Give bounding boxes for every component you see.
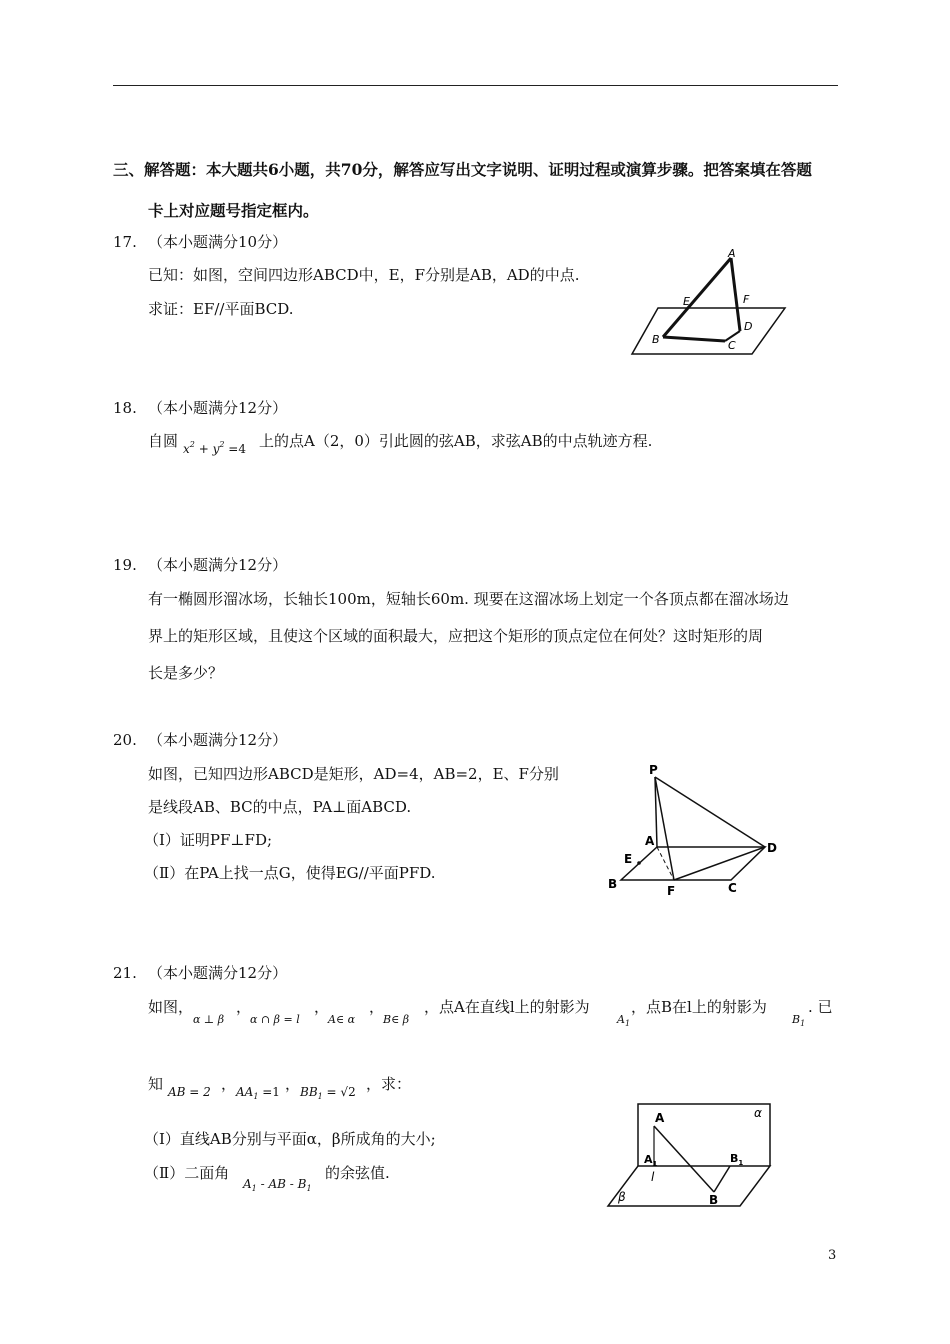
label-e: E <box>683 295 690 308</box>
q18-score: （本小题满分12分） <box>148 399 288 417</box>
segment-fd <box>674 847 765 880</box>
label-beta: β <box>618 1190 626 1204</box>
label-l: l <box>651 1170 655 1184</box>
edge-bc <box>663 337 725 341</box>
q21-math-b1: $B_1$ <box>792 1013 806 1028</box>
q21-l1-pre: 如图， <box>148 998 194 1016</box>
q21-math-dihedral: $A_1$ - AB - $B_1$ <box>243 1177 312 1193</box>
edge-ad <box>731 258 740 331</box>
q21-number: 21. <box>113 964 137 982</box>
q18-post: 上的点A（2，0）引此圆的弦AB，求弦AB的中点轨迹方程. <box>259 432 653 450</box>
segment-ab <box>654 1126 714 1192</box>
q21-l2-pre: 知 <box>148 1075 164 1093</box>
q18-circle-formula: $x^2 + y^2 =4$ <box>183 440 246 456</box>
label-c: C <box>728 881 737 895</box>
label-b: B <box>608 877 618 891</box>
q17-prove: 求证：EF//平面BCD. <box>148 300 294 318</box>
comma: ， <box>221 1075 237 1093</box>
q21-math-aa1: $AA_1 =1$ <box>236 1085 280 1101</box>
edge-ab <box>663 258 731 337</box>
q21-part1: （Ⅰ）直线AB分别与平面α，β所成角的大小; <box>144 1130 436 1148</box>
label-a: A <box>728 247 736 260</box>
q19-line2: 界上的矩形区域，且使这个区域的面积最大，应把这个矩形的顶点定位在何处？这时矩形的周 <box>148 627 764 645</box>
rectangle-abcd <box>621 847 765 880</box>
label-f: F <box>743 293 750 306</box>
point-e <box>637 861 641 865</box>
edge-pf <box>655 777 674 880</box>
q19-line3: 长是多少？ <box>148 664 224 682</box>
q21-part2-post: 的余弦值. <box>325 1164 390 1182</box>
q20-figure <box>605 763 785 898</box>
plane-beta <box>608 1166 770 1206</box>
q19-score: （本小题满分12分） <box>148 556 288 574</box>
plane-bcd <box>632 308 785 354</box>
q21-math-intersect: α ∩ β = l <box>250 1013 300 1026</box>
header-rule <box>113 85 838 86</box>
label-d: D <box>767 841 777 855</box>
q21-math-ab: AB = 2 <box>168 1085 211 1099</box>
q17-score: （本小题满分10分） <box>148 233 288 251</box>
comma: ， <box>285 1075 301 1093</box>
q20-part1: （Ⅰ）证明PF⊥FD; <box>144 831 273 849</box>
q17-number: 17. <box>113 233 137 251</box>
label-b: B <box>652 333 660 346</box>
comma: ， <box>236 998 252 1016</box>
q20-number: 20. <box>113 731 137 749</box>
label-p: P <box>649 763 658 777</box>
label-b: B <box>709 1193 719 1207</box>
q21-l1-mid2: ，点B在l上的射影为 <box>631 998 767 1016</box>
q19-line1: 有一椭圆形溜冰场，长轴长100m，短轴长60m. 现要在这溜冰场上划定一个各顶点都在溜冰场边 <box>148 590 789 608</box>
q20-line1: 如图，已知四边形ABCD是矩形，AD=4，AB=2，E、F分别 <box>148 765 559 783</box>
label-a: A <box>655 1111 665 1125</box>
q19-number: 19. <box>113 556 137 574</box>
q21-score: （本小题满分12分） <box>148 964 288 982</box>
q17-figure <box>630 248 790 358</box>
q21-l1-end: . 已 <box>808 998 833 1016</box>
q21-part2-pre: （Ⅱ）二面角 <box>144 1164 230 1182</box>
label-a: A <box>645 834 655 848</box>
label-c: C <box>728 339 736 352</box>
edge-pd <box>655 777 765 847</box>
label-e: E <box>624 852 633 866</box>
q21-figure <box>604 1100 784 1215</box>
label-alpha: α <box>754 1106 762 1120</box>
q21-math-perp: α ⊥ β <box>193 1013 225 1026</box>
label-b1: $B_1$ <box>730 1152 744 1167</box>
section-heading-cont: 卡上对应题号指定框内。 <box>148 201 319 220</box>
q20-score: （本小题满分12分） <box>148 731 288 749</box>
q20-line2: 是线段AB、BC的中点，PA⊥面ABCD. <box>148 798 412 816</box>
q21-math-b-in-beta: B∈ β <box>383 1013 410 1026</box>
comma: ， <box>314 998 330 1016</box>
segment-bb1 <box>714 1166 730 1192</box>
q21-math-bb1: $BB_1 = √2$ <box>300 1085 356 1101</box>
comma: ， <box>369 998 385 1016</box>
q18-number: 18. <box>113 399 137 417</box>
q21-l1-mid: ，点A在直线l上的射影为 <box>424 998 590 1016</box>
section-heading: 三、解答题：本大题共6小题，共70分，解答应写出文字说明、证明过程或演算步骤。把答案填在答题 <box>113 160 812 179</box>
q18-pre: 自圆 <box>148 432 179 450</box>
q21-math-a1: $A_1$ <box>617 1013 631 1028</box>
page-number: 3 <box>828 1248 837 1263</box>
q20-part2: （Ⅱ）在PA上找一点G，使得EG//平面PFD. <box>144 864 436 882</box>
q21-math-a-in-alpha: A∈ α <box>328 1013 356 1026</box>
label-a1: $A_1$ <box>644 1153 658 1168</box>
q17-statement: 已知：如图，空间四边形ABCD中，E，F分别是AB，AD的中点. <box>148 266 580 284</box>
label-f: F <box>667 884 676 898</box>
q21-l2-end: ，求： <box>366 1075 412 1093</box>
label-d: D <box>744 320 753 333</box>
